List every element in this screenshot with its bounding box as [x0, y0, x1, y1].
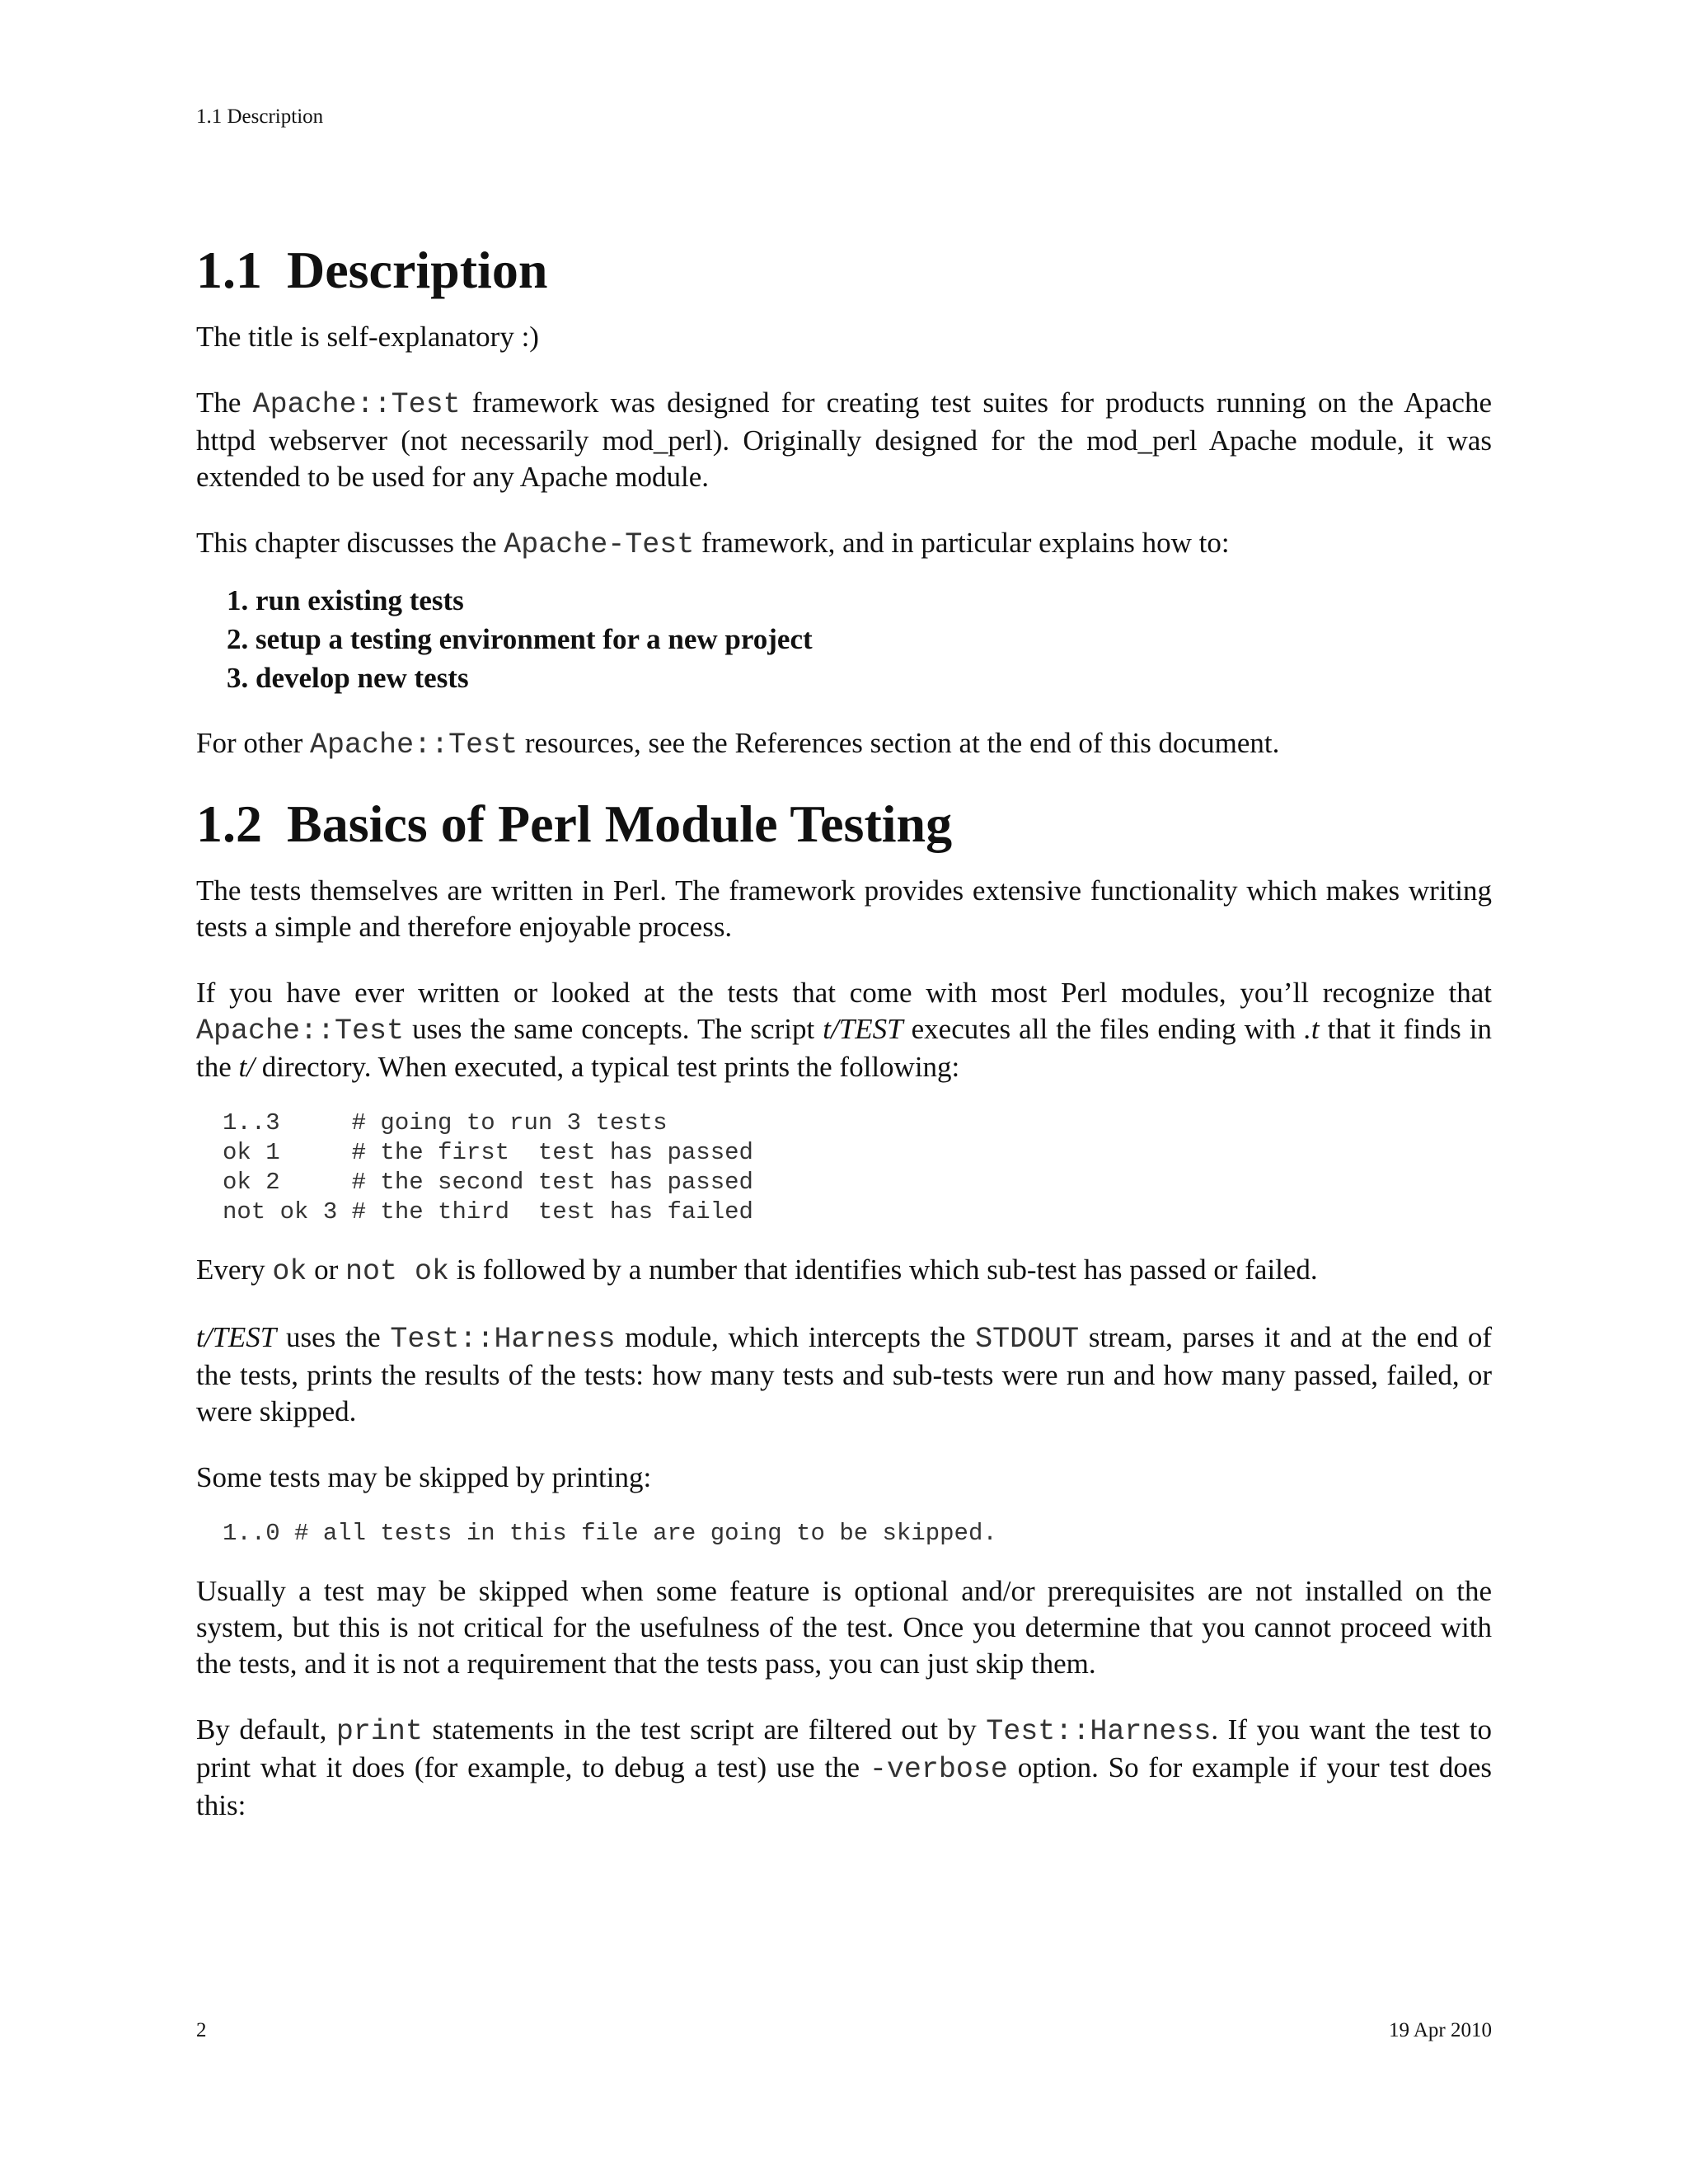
inline-code: -verbose: [869, 1752, 1008, 1786]
inline-code: STDOUT: [975, 1322, 1080, 1356]
numbered-list: [196, 581, 1492, 697]
document-body: [196, 239, 1492, 1824]
footer-date: 19 Apr 2010: [1389, 2019, 1492, 2041]
page-number: 2: [196, 2019, 207, 2041]
paragraph: Some tests may be skipped by printing:: [196, 1460, 652, 1493]
list-item: 2. setup a testing environment for a new project: [256, 620, 1492, 658]
section-title: Description: [287, 241, 548, 299]
code-block: 1..3 # going to run 3 tests ok 1 # the first test has passed ok 2 # the second test has passed not ok 3 # the third test has failed: [223, 1108, 753, 1226]
paragraph: The title is self-explanatory :): [196, 320, 539, 353]
code-block: 1..0 # all tests in this file are going to be skipped.: [223, 1519, 997, 1547]
inline-code: print: [335, 1714, 423, 1748]
inline-code: Apache::Test: [252, 387, 461, 421]
inline-code: Apache::Test: [196, 1014, 405, 1047]
list-item: 3. develop new tests: [256, 658, 1492, 697]
section-number: 1.1: [196, 241, 262, 299]
paragraph: The Apache::Test framework was designed for creating test suites for products running on the Apache httpd webserver (not necessarily mod_perl). Originally designed for the mod_perl Apache module, it was extended to be used for any Apache module.: [196, 386, 1492, 493]
section-number: 1.2: [196, 794, 262, 853]
paragraph: t/TEST uses the Test::Harness module, which intercepts the STDOUT stream, parses it and at the end of the tests, prints the results of the tests: how many tests and sub-tests were run and how many passed, failed, or were skipped.: [196, 1320, 1492, 1427]
paragraph: For other Apache::Test resources, see the References section at the end of this document.: [196, 726, 1280, 762]
paragraph: Usually a test may be skipped when some feature is optional and/or prerequisites are not installed on the system, but this is not critical for the usefulness of the test. Once you determine that you cannot proceed with the tests, and it is not a requirement that the tests pass, you can just skip them.: [196, 1574, 1492, 1680]
paragraph: This chapter discusses the Apache-Test framework, and in particular explains how to:: [196, 526, 1230, 561]
running-header: 1.1 Description: [196, 105, 324, 128]
paragraph: If you have ever written or looked at the tests that come with most Perl modules, you’ll recognize that Apache::Test uses the same concepts. The script t/TEST executes all the files ending with .t that it finds in the t/ directory. When executed, a typical test prints the following:: [196, 976, 1493, 1083]
paragraph: By default, print statements in the test script are filtered out by Test::Harness. If you want the test to print what it does (for example, to debug a test) use the -verbose option. So for example if your test does this:: [196, 1713, 1492, 1821]
inline-code: Test::Harness: [390, 1322, 616, 1356]
inline-code: not ok: [345, 1254, 450, 1288]
section-heading-description: [196, 239, 1492, 302]
inline-code: Apache-Test: [504, 527, 695, 561]
paragraph: The tests themselves are written in Perl. The framework provides extensive functionality which makes writing tests a simple and therefore enjoyable process.: [196, 874, 1492, 943]
inline-code: Test::Harness: [986, 1714, 1212, 1748]
list-item: 1. run existing tests: [256, 581, 1492, 620]
section-title: Basics of Perl Module Testing: [287, 794, 953, 853]
section-heading-basics: [196, 793, 1492, 856]
paragraph: Every ok or not ok is followed by a number that identifies which sub-test has passed or failed.: [196, 1253, 1318, 1288]
inline-code: Apache::Test: [310, 728, 518, 762]
inline-code: ok: [272, 1254, 307, 1288]
